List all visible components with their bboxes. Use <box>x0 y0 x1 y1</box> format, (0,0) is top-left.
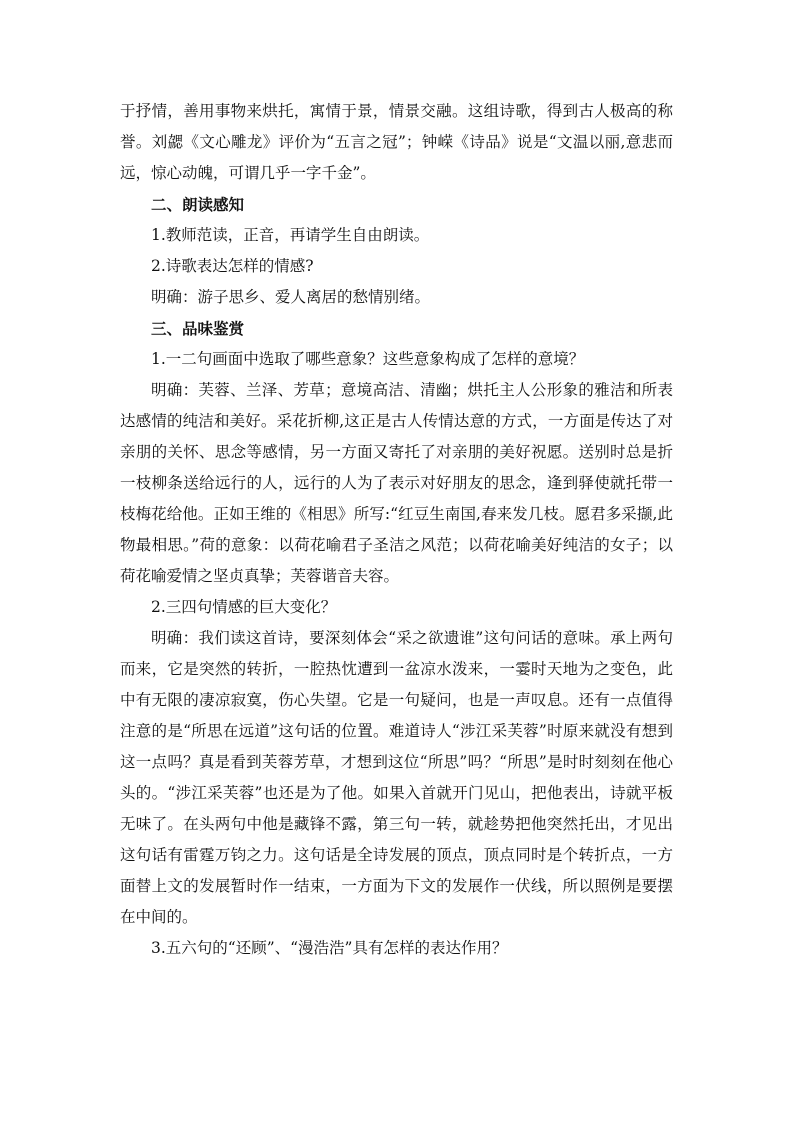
appreciation-question-3: 3.五六句的“还顾”、“漫浩浩”具有怎样的表达作用？ <box>151 939 508 957</box>
reading-item-1: 1.教师范读，正音，再请学生自由朗读。 <box>151 226 430 244</box>
appreciation-answer-1: 明确：芙蓉、兰泽、芳草；意境高洁、清幽；烘托主人公形象的雅洁和所表达感情的纯洁和美好。采花折柳,这正是古人传情达意的方式，一方面是传达了对亲朋的关怀、思念等感情，另一方面又寄托了对亲朋的美好祝愿。送别时总是折一枝柳条送给远行的人，远行的人为了表示对好朋友的思念，逢到驿使就托带一枝梅花给他。正如王维的《相思》所写:“红豆生南国,春来发几枝。愿君多采撷,此物最相思。”荷的意象：以荷花喻君子圣洁之风范；以荷花喻美好纯洁的女子；以荷花喻爱情之坚贞真挚；芙蓉谐音夫容。 <box>120 381 673 585</box>
reading-item-2-question: 2.诗歌表达怎样的情感? <box>151 257 314 275</box>
reading-item-2-answer: 明确：游子思乡、爱人离居的愁情别绪。 <box>151 288 431 306</box>
section-heading-reading: 二、朗读感知 <box>151 195 245 214</box>
section-heading-appreciation: 三、品味鉴赏 <box>151 319 245 338</box>
appreciation-question-1: 1.一二句画面中选取了哪些意象？这些意象构成了怎样的意境？ <box>151 350 585 368</box>
appreciation-question-2: 2.三四句情感的巨大变化？ <box>151 598 337 616</box>
appreciation-answer-2: 明确：我们读这首诗，要深刻体会“采之欲遗谁”这句问话的意味。承上两句而来，它是突然的转折，一腔热忱遭到一盆凉水泼来，一霎时天地为之变色，此中有无限的凄凉寂寞，伤心失望。它是一句疑问，也是一声叹息。还有一点值得注意的是“所思在远道”这句话的位置。难道诗人“涉江采芙蓉”时原来就没有想到这一点吗？真是看到芙蓉芳草，才想到这位“所思”吗？“所思”是时时刻刻在他心头的。“涉江采芙蓉”也还是为了他。如果入首就开门见山，把他表出，诗就平板无味了。在头两句中他是藏锋不露，第三句一转，就趁势把他突然托出，才见出这句话有雷霆万钧之力。这句话是全诗发展的顶点，顶点同时是个转折点，一方面替上文的发展暂时作一结束，一方面为下文的发展作一伏线，所以照例是要摆在中间的。 <box>120 629 673 926</box>
document-body <box>120 96 673 964</box>
intro-paragraph: 于抒情，善用事物来烘托，寓情于景，情景交融。这组诗歌，得到古人极高的称誉。刘勰《文心雕龙》评价为“五言之冠”；钟嵘《诗品》说是“文温以丽,意悲而远，惊心动魄，可谓几乎一字千金”。 <box>120 102 673 182</box>
